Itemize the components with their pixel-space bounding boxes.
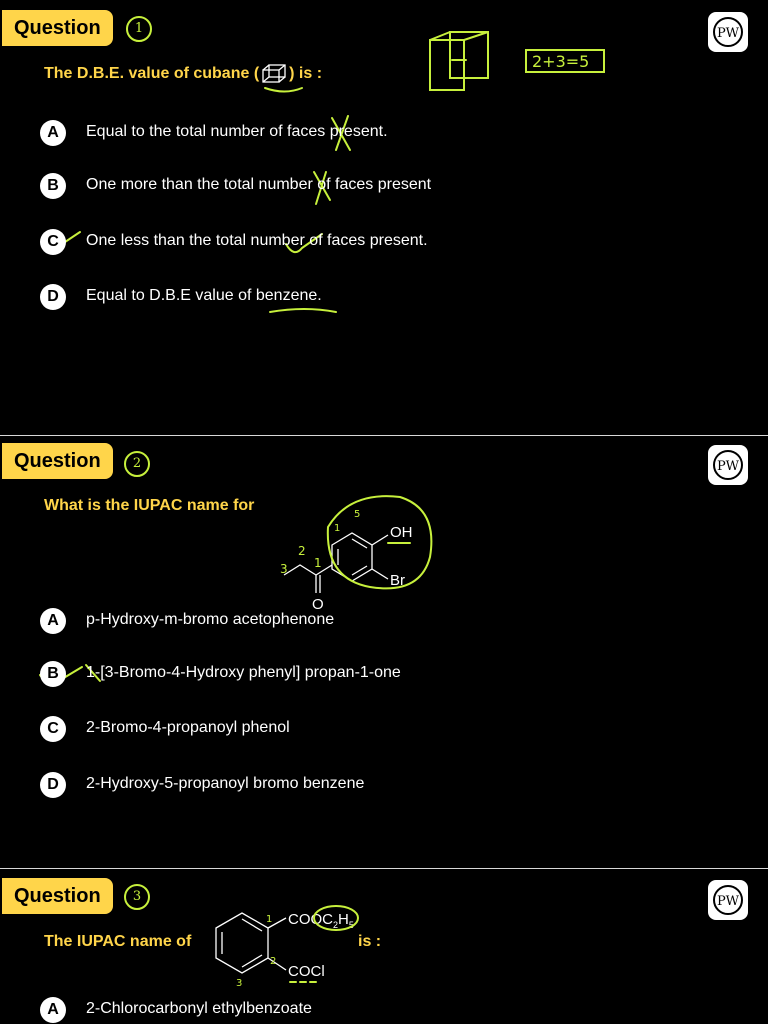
option-letter: D (40, 284, 66, 310)
question-number: 1 (126, 16, 152, 42)
question-number: 2 (124, 451, 150, 477)
option-text: 1-[3-Bromo-4-Hydroxy phenyl] propan-1-one (86, 664, 401, 681)
question-text: The D.B.E. value of cubane ( ) is : (44, 65, 323, 83)
question-2-panel (0, 437, 768, 867)
divider (0, 435, 768, 436)
svg-text:2: 2 (270, 956, 277, 967)
question-badge: Question (2, 878, 113, 914)
option-text: 2-Hydroxy-5-propanoyl bromo benzene (86, 775, 365, 792)
question-3-panel (0, 870, 768, 1024)
logo-text: PW (716, 26, 740, 41)
svg-text:2: 2 (298, 544, 306, 558)
option-text: Equal to the total number of faces present. (86, 123, 388, 140)
divider (0, 868, 768, 869)
question-badge: Question (2, 10, 113, 46)
option-letter: B (40, 661, 66, 687)
option-letter: A (40, 120, 66, 146)
svg-text:3: 3 (236, 978, 243, 989)
molecule-structure (200, 898, 380, 994)
option-letter: A (40, 608, 66, 634)
annotation-sum: 2+3=5 (532, 52, 590, 71)
question-badge: Question (2, 443, 113, 479)
svg-text:3: 3 (280, 562, 288, 576)
option-text: One more than the total number of faces present (86, 176, 432, 193)
acyl-label: COCl (288, 963, 325, 980)
question-number: 3 (124, 884, 150, 910)
pw-logo (708, 880, 748, 920)
svg-text:1: 1 (314, 556, 322, 570)
ester-label: COOC (288, 911, 333, 928)
svg-text:1: 1 (334, 523, 341, 534)
option-letter: A (40, 997, 66, 1023)
handwritten-annotations (0, 0, 768, 434)
option-letter: C (40, 229, 66, 255)
option-letter: C (40, 716, 66, 742)
question-text: The IUPAC name of (44, 933, 192, 950)
ester-sub2: 5 (348, 920, 354, 930)
option-text: p-Hydroxy-m-bromo acetophenone (86, 611, 335, 628)
ester-sub1: 2 (333, 920, 339, 930)
handwritten-annotations (0, 437, 768, 867)
option-text: 2-Chlorocarbonyl ethylbenzoate (86, 1000, 312, 1017)
option-text: 2-Bromo-4-propanoyl phenol (86, 719, 290, 736)
logo-text: PW (716, 459, 740, 474)
svg-text:5: 5 (354, 509, 361, 520)
o-label: O (312, 596, 324, 612)
question-text-after: is : (358, 933, 382, 950)
option-text: Equal to D.B.E value of benzene. (86, 287, 322, 304)
svg-text:1: 1 (266, 914, 273, 925)
option-letter: B (40, 173, 66, 199)
logo-text: PW (716, 894, 740, 909)
question-1-panel (0, 0, 768, 434)
ester-h: H (338, 911, 349, 928)
oh-label: OH (390, 524, 413, 541)
option-letter: D (40, 772, 66, 798)
br-label: Br (390, 572, 405, 589)
option-text: One less than the total number of faces present. (86, 232, 428, 249)
question-text: What is the IUPAC name for (44, 497, 255, 514)
